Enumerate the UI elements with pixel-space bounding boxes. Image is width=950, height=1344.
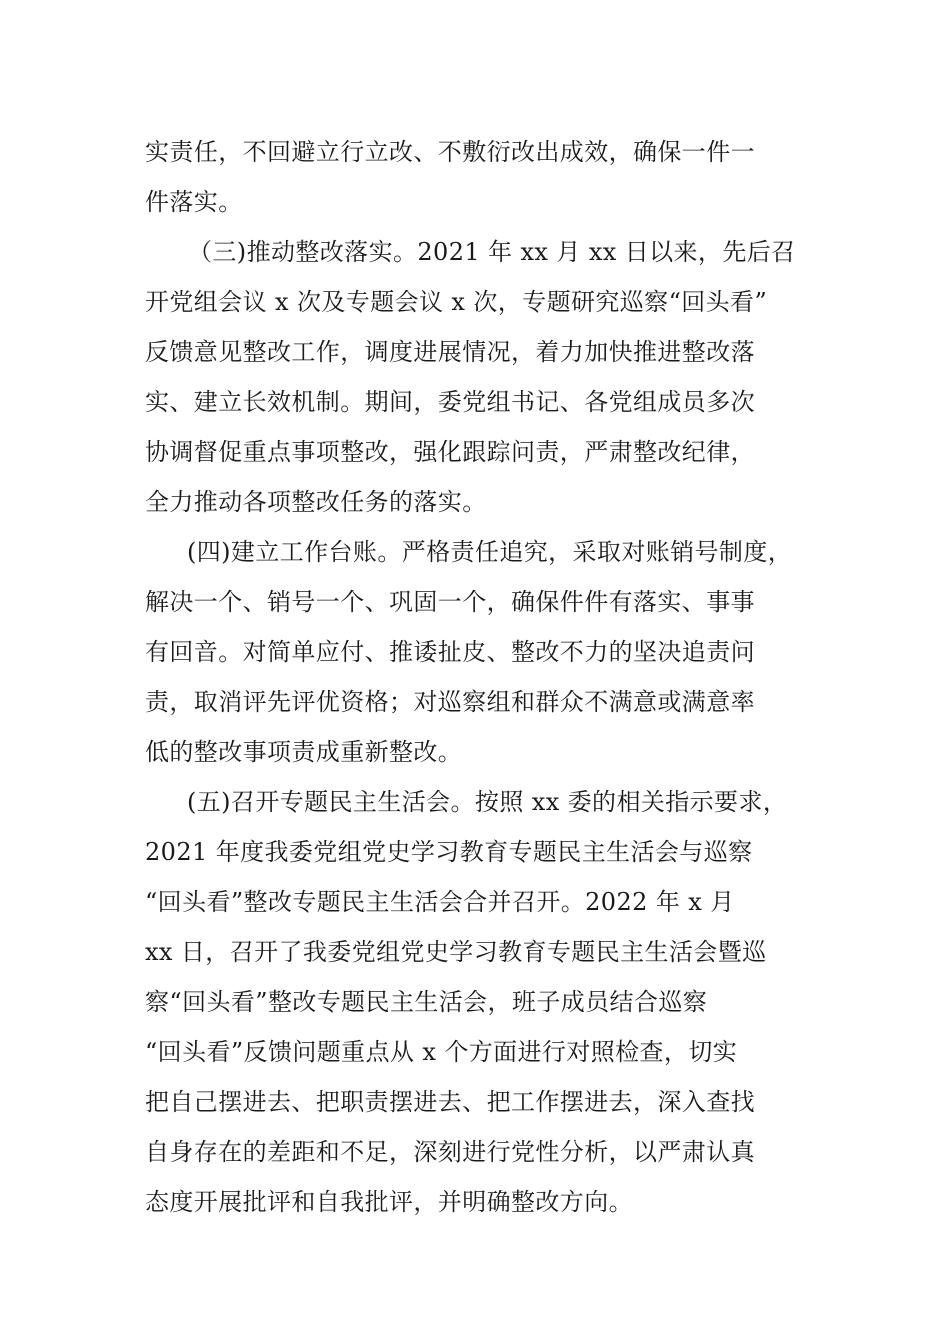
paragraph-work-ledger bbox=[145, 527, 809, 777]
text-line: 件落实。 bbox=[145, 188, 243, 216]
text-line: 反馈意见整改工作，调度进展情况，着力加快推进整改落 bbox=[145, 338, 755, 366]
paragraph-promote-rectification bbox=[145, 227, 809, 527]
text-line: 协调督促重点事项整改，强化跟踪问责，严肃整改纪律， bbox=[145, 438, 755, 466]
paragraph-democratic-life-meeting bbox=[145, 777, 809, 1227]
text-line: 低的整改事项责成重新整改。 bbox=[145, 738, 463, 766]
text-line: 解决一个、销号一个、巩固一个，确保件件有落实、事事 bbox=[145, 588, 755, 616]
text-line: 实、建立长效机制。期间，委党组书记、各党组成员多次 bbox=[145, 388, 755, 416]
paragraph-first-line: (四)建立工作台账。严格责任追究，采取对账销号制度， bbox=[187, 538, 793, 566]
text-line: xx 日，召开了我委党组党史学习教育专题民主生活会暨巡 bbox=[145, 938, 767, 966]
paragraph-responsibility-tail bbox=[145, 127, 809, 227]
body-text bbox=[145, 127, 809, 1227]
paragraph-first-line: (五)召开专题民主生活会。按照 xx 委的相关指示要求， bbox=[187, 788, 788, 816]
text-line: 察“回头看”整改专题民主生活会，班子成员结合巡察 bbox=[145, 988, 708, 1016]
text-line: 态度开展批评和自我批评，并明确整改方向。 bbox=[145, 1188, 633, 1216]
text-line: 把自己摆进去、把职责摆进去、把工作摆进去，深入查找 bbox=[145, 1088, 755, 1116]
text-line: 2021 年度我委党组党史学习教育专题民主生活会与巡察 bbox=[145, 838, 753, 866]
text-line: 实责任，不回避立行立改、不敷衍改出成效，确保一件一 bbox=[145, 138, 755, 166]
text-line: 责，取消评先评优资格；对巡察组和群众不满意或满意率 bbox=[145, 688, 755, 716]
text-line: 开党组会议 x 次及专题会议 x 次，专题研究巡察“回头看” bbox=[145, 288, 768, 316]
text-line: 自身存在的差距和不足，深刻进行党性分析，以严肃认真 bbox=[145, 1138, 755, 1166]
text-line: “回头看”整改专题民主生活会合并召开。2022 年 x 月 bbox=[145, 888, 735, 916]
text-line: 有回音。对简单应付、推诿扯皮、整改不力的坚决追责问 bbox=[145, 638, 755, 666]
paragraph-first-line: （三)推动整改落实。2021 年 xx 月 xx 日以来，先后召 bbox=[188, 238, 796, 266]
text-line: “回头看”反馈问题重点从 x 个方面进行对照检查，切实 bbox=[145, 1038, 738, 1066]
text-line: 全力推动各项整改任务的落实。 bbox=[145, 488, 487, 516]
